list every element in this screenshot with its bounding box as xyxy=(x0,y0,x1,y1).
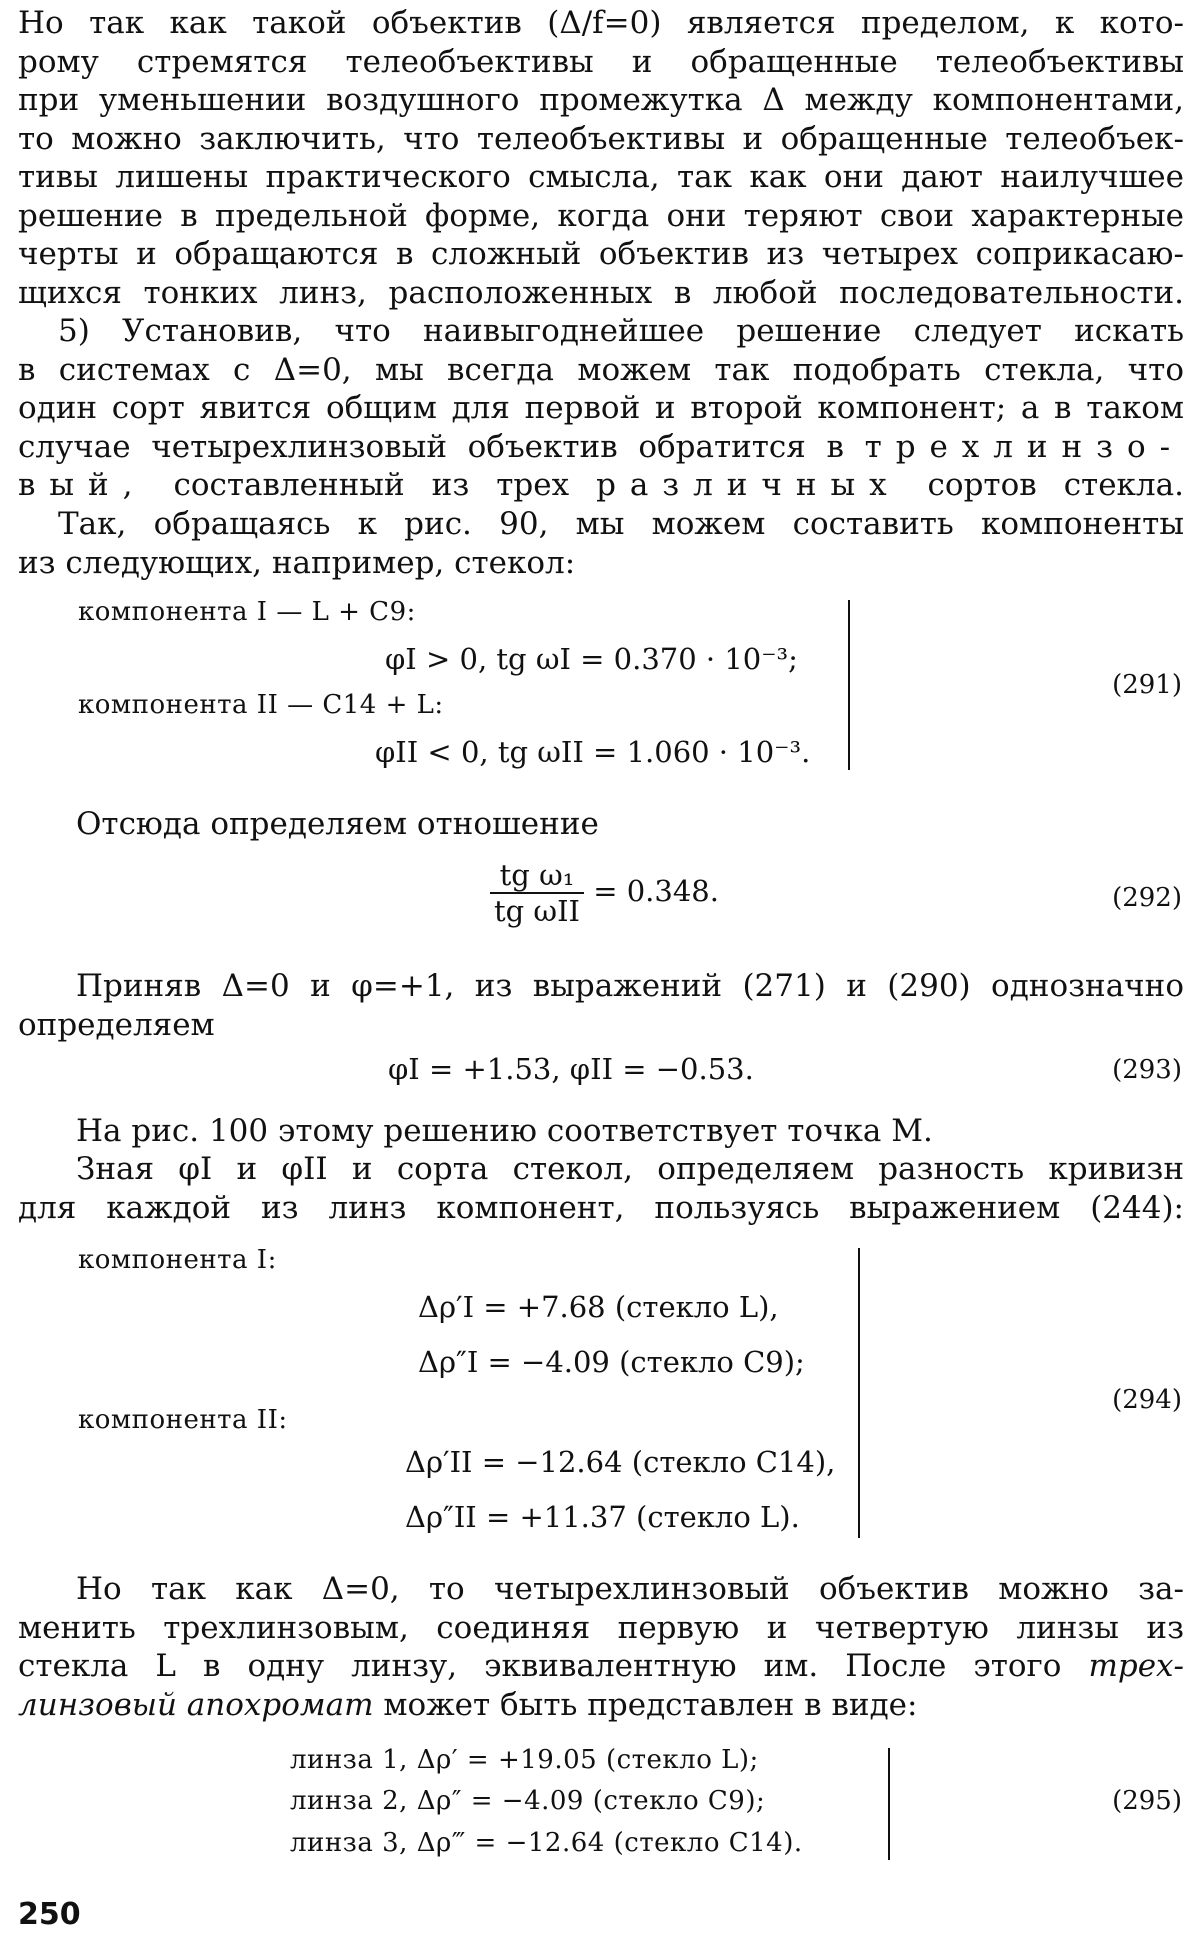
text-line: На рис. 100 этому решению соответствует точка M. xyxy=(76,1113,933,1149)
eq295-row: линза 1, Δρ′ = +19.05 (стекло L); xyxy=(290,1745,759,1775)
fig90-paragraph xyxy=(18,505,1184,582)
eq294-row: компонента II: xyxy=(78,1405,288,1435)
text-line: один сорт явится общим для первой и второй компонент; а в таком xyxy=(18,390,1184,426)
eq292 xyxy=(490,858,719,928)
eq291-number: (291) xyxy=(1112,670,1182,700)
eq294-brace xyxy=(850,1248,860,1538)
eq291-row: компонента I — L + C9: xyxy=(78,597,416,627)
text-line: при уменьшении воздушного промежутка Δ между компонентами, xyxy=(18,82,1184,118)
text-line xyxy=(18,428,1184,467)
spaced-word: различных xyxy=(596,467,901,503)
fig100-paragraph xyxy=(18,1112,1184,1151)
eq292-denominator: tg ωII xyxy=(494,894,580,928)
text-line: из следующих, например, стекол: xyxy=(18,544,576,581)
italic-phrase: линзовый апохромат xyxy=(18,1686,374,1723)
ratio-paragraph xyxy=(18,805,1184,844)
text-line: Отсюда определяем отношение xyxy=(76,806,599,842)
text-segment: стекла L в одну линзу, эквивалентную им. После этого xyxy=(18,1648,1062,1684)
text-line xyxy=(18,1686,1184,1725)
eq295-brace xyxy=(880,1748,890,1860)
text-line: Но так как Δ=0, то четырехлинзовый объектив можно за- xyxy=(76,1571,1184,1607)
text-line: Зная φI и φII и сорта стекол, определяем разность кривизн xyxy=(76,1151,1184,1187)
text-line: Но так как такой объектив (Δ/f=0) является пределом, к кото- xyxy=(18,5,1184,41)
eq294-row: Δρ″II = +11.37 (стекло L). xyxy=(405,1500,800,1534)
page-number: 250 xyxy=(18,1897,81,1932)
text-segment: сортов стекла. xyxy=(927,467,1184,503)
text-line: определяем xyxy=(18,1006,215,1043)
eq292-number: (292) xyxy=(1112,883,1182,913)
text-line xyxy=(18,466,1184,505)
eq294-row: Δρ′I = +7.68 (стекло L), xyxy=(418,1290,779,1324)
text-line: менить трехлинзовым, соединяя первую и четвертую линзы из xyxy=(18,1609,1184,1646)
eq291-row: компонента II — C14 + L: xyxy=(78,690,444,720)
eq292-numerator: tg ω₁ xyxy=(490,858,584,894)
text-line: щихся тонких линз, расположенных в любой последовательности. xyxy=(18,274,1184,311)
text-line: черты и обращаются в сложный объектив из четырех соприкасаю- xyxy=(18,236,1184,272)
since-paragraph xyxy=(18,1570,1184,1724)
text-segment: может быть представлен в виде: xyxy=(373,1686,918,1723)
eq291-brace xyxy=(840,600,850,770)
text-line: 5) Установив, что наивыгоднейшее решение следует искать xyxy=(58,313,1184,349)
italic-word: трех- xyxy=(1088,1648,1184,1684)
top-paragraph xyxy=(18,4,1184,312)
eq292-fraction xyxy=(490,858,584,928)
eq292-rhs: = 0.348. xyxy=(593,874,719,908)
text-line xyxy=(18,1647,1184,1686)
knowing-paragraph xyxy=(18,1150,1184,1227)
text-line: для каждой из линз компонент, пользуясь выражением (244): xyxy=(18,1189,1184,1226)
eq293: φI = +1.53, φII = −0.53. xyxy=(388,1052,754,1086)
eq294-number: (294) xyxy=(1112,1385,1182,1415)
eq293-number: (293) xyxy=(1112,1055,1182,1085)
text-segment: составленный из трех xyxy=(173,467,570,503)
text-segment: случае четырехлинзовый объектив обратится в xyxy=(18,428,844,465)
text-line: Приняв Δ=0 и φ=+1, из выражений (271) и (290) однозначно xyxy=(76,968,1184,1004)
eq295-row: линза 3, Δρ‴ = −12.64 (стекло C14). xyxy=(290,1828,803,1858)
spaced-word: трехлинзо- xyxy=(864,428,1184,465)
text-line: решение в предельной форме, когда они теряют свои характерные xyxy=(18,197,1184,234)
eq294-row: компонента I: xyxy=(78,1245,277,1275)
accept-paragraph xyxy=(18,967,1184,1044)
spaced-word: вый, xyxy=(18,467,147,503)
text-line: Так, обращаясь к рис. 90, мы можем составить компоненты xyxy=(58,506,1184,542)
eq295-number: (295) xyxy=(1112,1786,1182,1816)
text-line: тивы лишены практического смысла, так как они дают наилучшее xyxy=(18,159,1184,195)
eq294-row: Δρ″I = −4.09 (стекло C9); xyxy=(418,1345,805,1379)
paragraph-5 xyxy=(18,312,1184,505)
text-line: рому стремятся телеобъективы и обращенные телеобъективы xyxy=(18,43,1184,80)
eq294-row: Δρ′II = −12.64 (стекло C14), xyxy=(405,1445,836,1479)
eq291-row: φI > 0, tg ωI = 0.370 · 10⁻³; xyxy=(385,642,798,676)
text-line: в системах с Δ=0, мы всегда можем так подобрать стекла, что xyxy=(18,351,1184,388)
eq291-row: φII < 0, tg ωII = 1.060 · 10⁻³. xyxy=(375,735,811,769)
eq295-row: линза 2, Δρ″ = −4.09 (стекло C9); xyxy=(290,1786,766,1816)
text-line: то можно заключить, что телеобъективы и обращенные телеобъек- xyxy=(18,120,1184,157)
